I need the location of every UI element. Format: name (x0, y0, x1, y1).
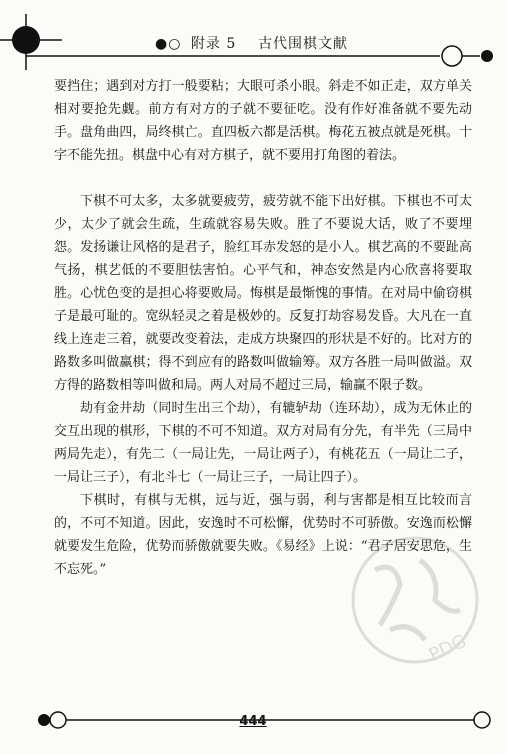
watermark-label: PDG (425, 630, 470, 667)
body-text (54, 75, 472, 581)
paragraph-3: 劫有金井劫（同时生出三个劫），有辘轳劫（连环劫），成为无休止的交互出现的棋形，下棋的不可不知道。双方对局有分先，有半先（三局中两局先走），有先二（一局让先，一局让两子），有桃花五（一局让二子，一局让三子），有北斗七（一局让三子，一局让四子）。 (54, 401, 472, 485)
section-title: 古代围棋文献 (258, 36, 349, 52)
paragraph-1: 要挡住；遇到对方打一般要粘；大眼可杀小眼。斜走不如正走，双方单关相对要抢先觑。前方有对方的子就不要征吃。没有作好准备就不要先动手。盘角曲四，局终棋亡。直四板六都是活棋。梅花五被点就是死棋。十字不能先扭。棋盘中心有对方棋子，就不要用打角图的着法。 (54, 79, 472, 163)
running-head (155, 33, 348, 53)
header-marks: ●○ (155, 36, 182, 52)
paragraph-2: 下棋不可太多，太多就要疲劳，疲劳就不能下出好棋。下棋也不可太少，太少了就会生疏，生疏就容易失败。胜了不要说大话，败了不要埋怨。发扬谦让风格的是君子，脸红耳赤发怒的是小人。棋艺高的不要趾高气扬，棋艺低的不要胆怯害怕。心平气和，神态安然是内心欣喜将要取胜。心忧色变的是担心将要败局。悔棋是最惭愧的事情。在对局中偷窃棋子是最可耻的。宽纵轻灵之着是极妙的。反复打劫容易发昏。大凡在一直线上连走三着，就要改变着法，走成方块聚四的形状是不好的。比对方的路数多叫做赢棋；得不到应有的路数叫做输筹。双方各胜一局叫做溢。双方得的路数相等叫做和局。两人对局不超过三局，输赢不限子数。 (54, 194, 472, 393)
watermark-seal (340, 530, 490, 670)
page-number: 444 (239, 714, 267, 729)
page-header (0, 0, 506, 75)
page-footer (0, 700, 506, 750)
appendix-label: 附录 5 (190, 36, 237, 52)
paragraph-4: 下棋时，有棋与无棋，远与近，强与弱，利与害都是相互比较而言的，不可不知道。因此，安逸时不可松懈，优势时不可骄傲。安逸而松懈就要发生危险，优势而骄傲就要失败。《易经》上说：“君子居安思危，生不忘死。” (54, 493, 472, 577)
